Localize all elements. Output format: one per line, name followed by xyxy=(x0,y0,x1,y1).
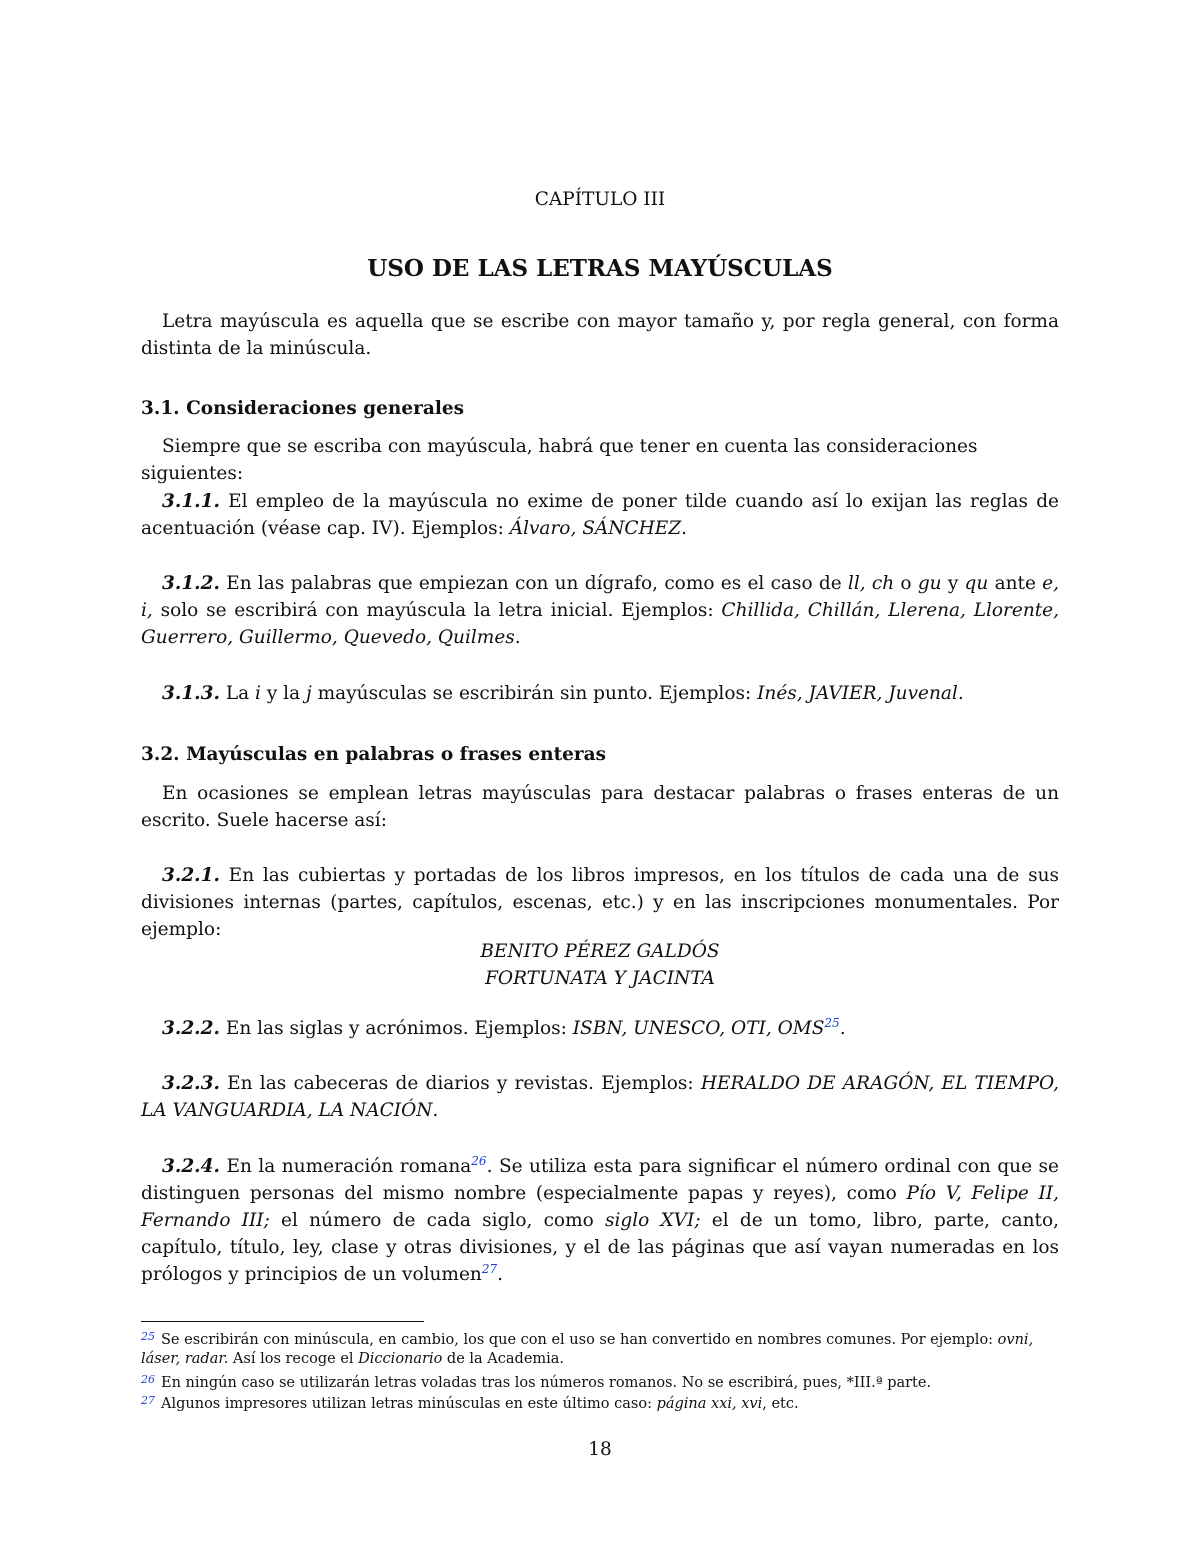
rule-number: 3.1.3. xyxy=(162,683,220,704)
examples: ISBN, UNESCO, OTI, OMS xyxy=(572,1018,825,1039)
footnote-separator xyxy=(141,1321,424,1322)
rule-3-2-3: 3.2.3. En las cabeceras de diarios y revistas. Ejemplos: HERALDO DE ARAGÓN, EL TIEMPO, LA VANGUARDIA, LA NACIÓN. xyxy=(141,1073,1059,1121)
rule-3-1-3: 3.1.3. La i y la j mayúsculas se escribirán sin punto. Ejemplos: Inés, JAVIER, Juvenal. xyxy=(162,683,964,704)
rule-3-1-2: 3.1.2. En las palabras que empiezan con un dígrafo, como es el caso de ll, ch o gu y qu ante e, i, solo se escribirá con mayúscula la letra inicial. Ejemplos: Chillida, Chillán, Llerena, Llorente, Guerrero, Guillermo, Quevedo, Quilmes. xyxy=(141,573,1059,648)
footnote-25: $^{25}$ Se escribirán con minúscula, en cambio, los que con el uso se han convertido en nombres comunes. Por ejemplo: ovni, láser, radar. Así los recoge el Diccionario de la Academia. xyxy=(141,1330,1034,1367)
footnote-mark: 27 xyxy=(141,1394,155,1407)
rule-3-2-4: 3.2.4. En la numeración romana$^{26}$. Se utiliza esta para significar el número ordinal con que se distinguen personas del mismo nombre (especialmente papas y reyes), como Pío V, Felipe II, Fernando III; el número de cada siglo, como siglo XVI; el de un tomo, libro, parte, canto, capítulo, título, ley, clase y otras divisiones, y el de las páginas que así vayan numeradas en los prólogos y principios de un volumen$^{27}$. xyxy=(141,1154,1060,1285)
rule-3-2-1: 3.2.1. En las cubiertas y portadas de los libros impresos, en los títulos de cada una de sus divisiones internas (partes, capítulos, escenas, etc.) y en las inscripciones monumentales. Por ejemplo: xyxy=(141,865,1059,940)
examples: Álvaro, SÁNCHEZ xyxy=(509,518,682,539)
examples: Chillida, Chillán, Llerena, Llorente, Guerrero, Guillermo, Quevedo, Quilmes xyxy=(141,600,1059,648)
chapter-title: USO DE LAS LETRAS MAYÚSCULAS xyxy=(367,255,833,282)
rule-number: 3.1.1. xyxy=(162,491,220,512)
footnote-ref-26[interactable]: 26 xyxy=(471,1154,487,1168)
rule-3-2-2: 3.2.2. En las siglas y acrónimos. Ejemplos: ISBN, UNESCO, OTI, OMS$^{25}$. xyxy=(162,1016,846,1039)
footnote-mark: 25 xyxy=(141,1330,155,1343)
rule-number: 3.2.1. xyxy=(162,865,220,886)
section-intro-3-1: Siempre que se escriba con mayúscula, habrá que tener en cuenta las consideraciones siguientes: xyxy=(141,436,978,484)
rule-number: 3.2.4. xyxy=(162,1156,220,1177)
example-line-2: FORTUNATA Y JACINTA xyxy=(485,968,715,989)
examples: Inés, JAVIER, Juvenal xyxy=(757,683,958,704)
rule-number: 3.2.3. xyxy=(162,1073,220,1094)
section-heading-3-2: 3.2. Mayúsculas en palabras o frases enteras xyxy=(141,744,607,765)
section-intro-3-2: En ocasiones se emplean letras mayúsculas para destacar palabras o frases enteras de un escrito. Suele hacerse así: xyxy=(141,783,1059,831)
chapter-label: CAPÍTULO III xyxy=(534,189,666,210)
example-title-block xyxy=(141,938,1059,992)
footnote-26: $^{26}$ En ningún caso se utilizarán letras voladas tras los números romanos. No se escribirá, pues, *III.ª parte. xyxy=(141,1373,932,1391)
footnote-ref-27[interactable]: 27 xyxy=(481,1262,498,1276)
footnote-27: $^{27}$ Algunos impresores utilizan letras minúsculas en este último caso: página xxi, xvi, etc. xyxy=(141,1394,799,1412)
page-number: 18 xyxy=(588,1439,612,1460)
example-line-1: BENITO PÉREZ GALDÓS xyxy=(480,941,720,962)
rule-3-1-1: 3.1.1. El empleo de la mayúscula no exime de poner tilde cuando así lo exijan las reglas de acentuación (véase cap. IV). Ejemplos: Álvaro, SÁNCHEZ. xyxy=(141,491,1059,539)
examples: HERALDO DE ARAGÓN, EL TIEMPO, LA VANGUARDIA, LA NACIÓN xyxy=(141,1073,1059,1121)
chapter-intro: Letra mayúscula es aquella que se escribe con mayor tamaño y, por regla general, con forma distinta de la minúscula. xyxy=(141,311,1059,359)
section-heading-3-1: 3.1. Consideraciones generales xyxy=(141,398,465,419)
footnote-mark: 26 xyxy=(141,1373,155,1386)
rule-number: 3.2.2. xyxy=(162,1018,220,1039)
footnote-ref-25[interactable]: 25 xyxy=(824,1016,840,1030)
rule-number: 3.1.2. xyxy=(162,573,220,594)
